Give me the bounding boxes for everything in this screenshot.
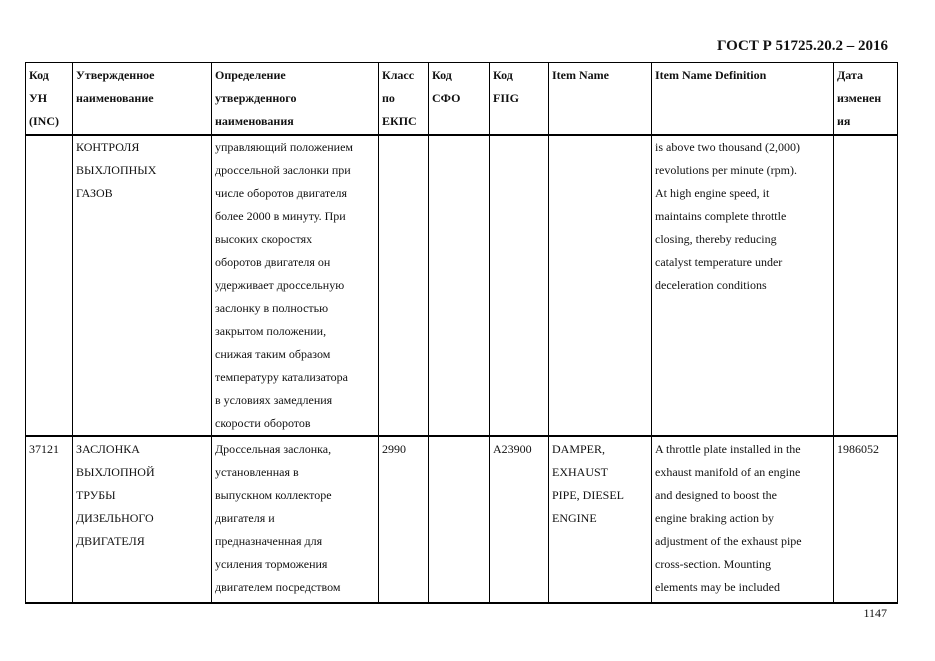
table-header-row — [26, 63, 898, 136]
header-change-date: Дата изменен ия — [834, 63, 898, 136]
cell-change-date — [834, 135, 898, 436]
cell-name-definition-ru: управляющий положением дроссельной заслонки при числе оборотов двигателя более 2000 в минуту. При высоких скоростях оборотов двигателя он удерживает дроссельную заслонку в полностью закрытом положении, снижая таким образом температуру катализатора в условиях замедления скорости оборотов — [212, 135, 379, 436]
cell-item-name — [549, 135, 652, 436]
cell-class: 2990 — [379, 436, 429, 603]
cell-approved-name: КОНТРОЛЯ ВЫХЛОПНЫХ ГАЗОВ — [73, 135, 212, 436]
table-row — [26, 436, 898, 603]
header-sfo-code: Код СФО — [429, 63, 490, 136]
header-name-definition-ru: Определение утвержденного наименования — [212, 63, 379, 136]
header-item-name-definition: Item Name Definition — [652, 63, 834, 136]
cell-item-name: DAMPER, EXHAUST PIPE, DIESEL ENGINE — [549, 436, 652, 603]
header-class: Класс по ЕКПС — [379, 63, 429, 136]
cell-change-date: 1986052 — [834, 436, 898, 603]
table-row — [26, 135, 898, 436]
header-approved-name: Утвержденное наименование — [73, 63, 212, 136]
cell-sfo-code — [429, 436, 490, 603]
cell-class — [379, 135, 429, 436]
cell-approved-name: ЗАСЛОНКА ВЫХЛОПНОЙ ТРУБЫ ДИЗЕЛЬНОГО ДВИГАТЕЛЯ — [73, 436, 212, 603]
cell-item-name-definition: A throttle plate installed in the exhaust manifold of an engine and designed to boost the engine braking action by adjustment of the exhaust pipe cross-section. Mounting elements may be included — [652, 436, 834, 603]
cell-name-definition-ru: Дроссельная заслонка, установленная в выпускном коллекторе двигателя и предназначенная для усиления торможения двигателем посредством — [212, 436, 379, 603]
cell-inc-code: 37121 — [26, 436, 73, 603]
header-item-name: Item Name — [549, 63, 652, 136]
header-fiig-code: Код FIIG — [490, 63, 549, 136]
catalog-table — [25, 62, 898, 604]
cell-inc-code — [26, 135, 73, 436]
page-number: 1147 — [863, 606, 887, 620]
cell-sfo-code — [429, 135, 490, 436]
header-inc-code: Код УН (INC) — [26, 63, 73, 136]
cell-fiig-code — [490, 135, 549, 436]
cell-item-name-definition: is above two thousand (2,000) revolutions per minute (rpm). At high engine speed, it maintains complete throttle closing, thereby reducing catalyst temperature under deceleration conditions — [652, 135, 834, 436]
cell-fiig-code: A23900 — [490, 436, 549, 603]
standard-designation: ГОСТ Р 51725.20.2 – 2016 — [716, 38, 888, 54]
